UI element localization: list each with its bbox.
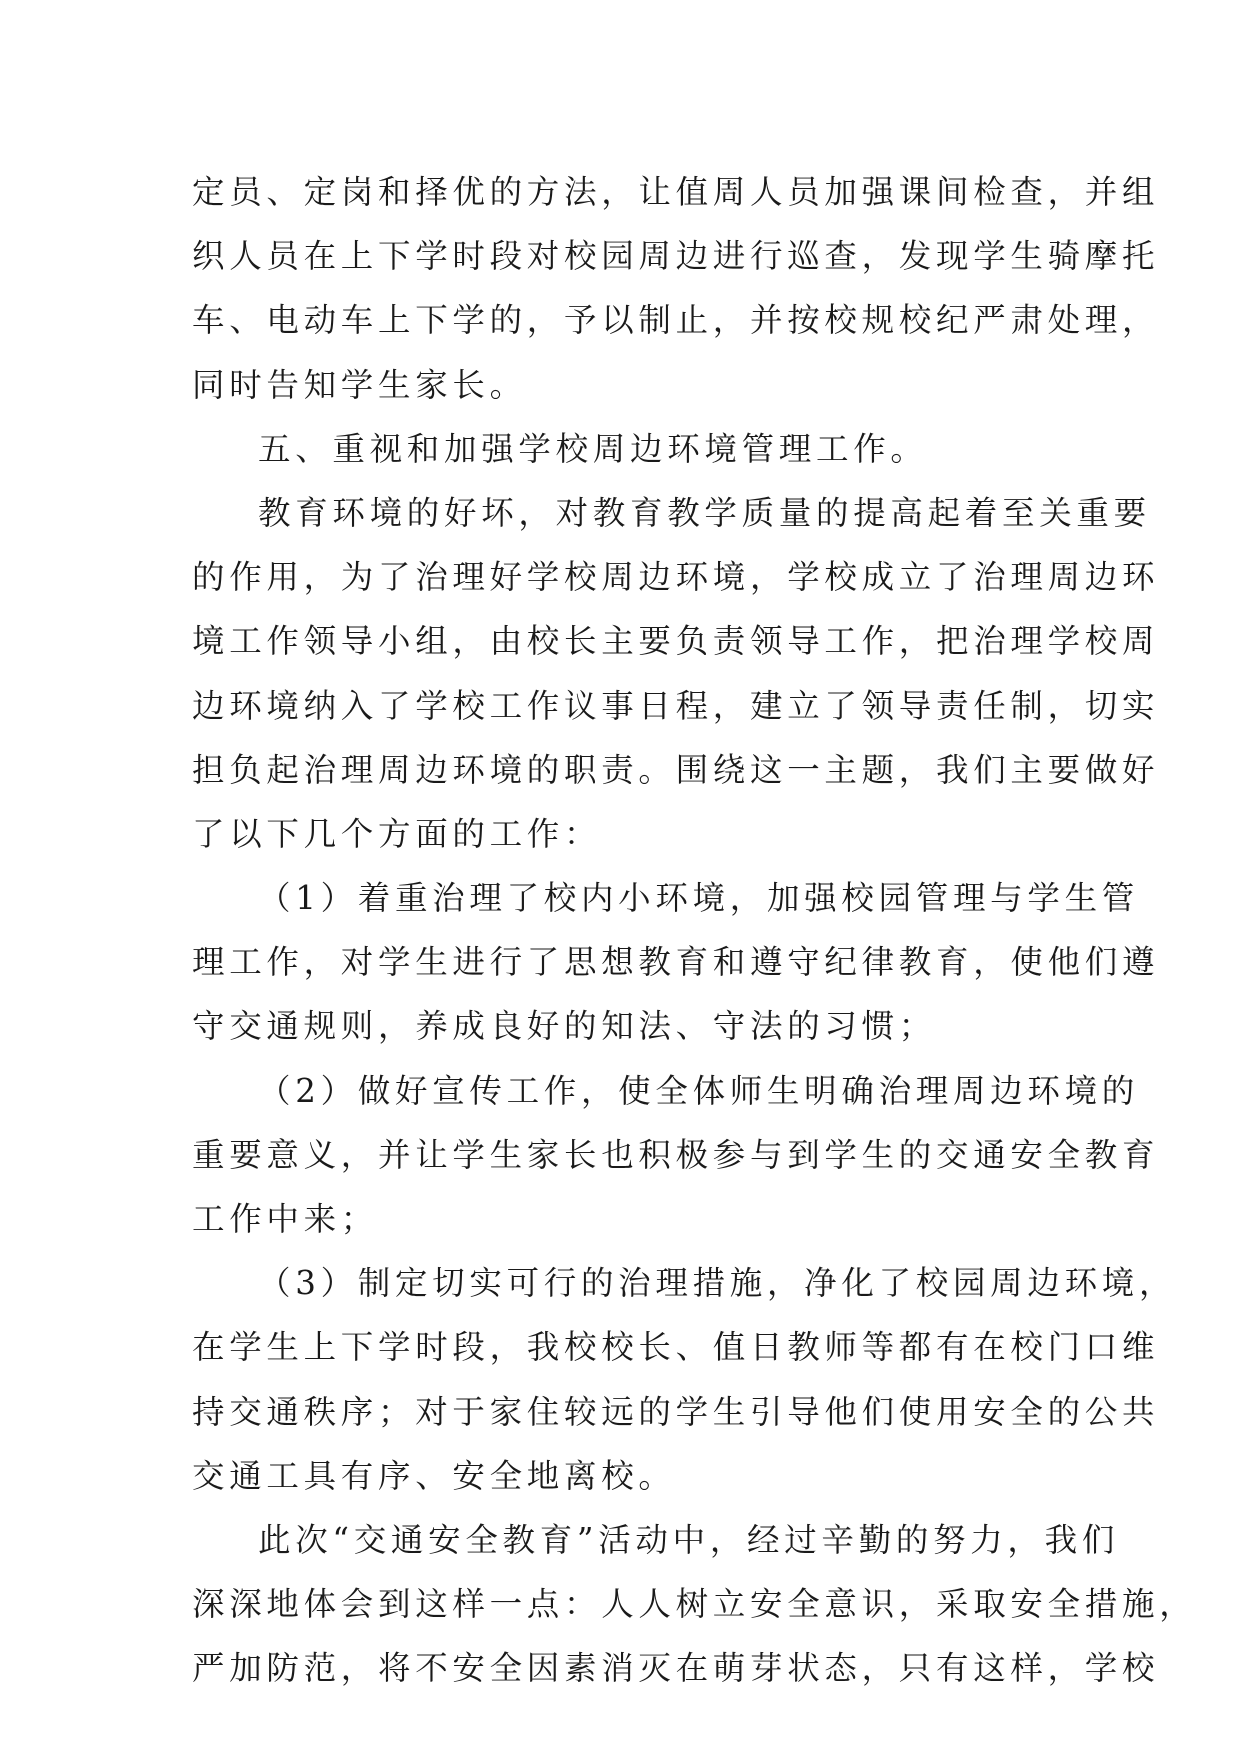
text-line: 定员、定岗和择优的方法，让值周人员加强课间检查，并组 xyxy=(192,173,1160,211)
text-line: 车、电动车上下学的，予以制止，并按校规校纪严肃处理， xyxy=(192,301,1160,340)
text-line: 工作中来； xyxy=(192,1200,379,1238)
text-line: 的作用，为了治理好学校周边环境，学校成立了治理周边环 xyxy=(192,558,1160,597)
text-line: 同时告知学生家长。 xyxy=(192,365,527,404)
text-line: 重要意义，并让学生家长也积极参与到学生的交通安全教育 xyxy=(192,1135,1160,1174)
text-line: 织人员在上下学时段对校园周边进行巡查，发现学生骑摩托 xyxy=(192,237,1160,276)
text-line: 持交通秩序；对于家住较远的学生引导他们使用安全的公共 xyxy=(192,1392,1160,1431)
list-item: （3）制定切实可行的治理措施，净化了校园周边环境， xyxy=(258,1264,1177,1303)
list-item: （2）做好宣传工作，使全体师生明确治理周边环境的 xyxy=(258,1071,1139,1110)
text-line: 边环境纳入了学校工作议事日程，建立了领导责任制，切实 xyxy=(192,686,1160,725)
text-line: 交通工具有序、安全地离校。 xyxy=(192,1456,676,1495)
list-item: （1）着重治理了校内小环境，加强校园管理与学生管 xyxy=(258,879,1139,918)
section-heading: 五、重视和加强学校周边环境管理工作。 xyxy=(258,429,928,468)
text-line: 理工作，对学生进行了思想教育和遵守纪律教育，使他们遵 xyxy=(192,943,1160,982)
text-line: 深深地体会到这样一点：人人树立安全意识，采取安全措施， xyxy=(192,1585,1197,1624)
text-line: 此次“交通安全教育”活动中，经过辛勤的努力，我们 xyxy=(258,1520,1120,1559)
text-line: 严加防范，将不安全因素消灭在萌芽状态，只有这样，学校 xyxy=(192,1649,1160,1688)
document-body xyxy=(192,160,1197,1701)
text-line: 守交通规则，养成良好的知法、守法的习惯； xyxy=(192,1007,937,1046)
text-line: 教育环境的好坏，对教育教学质量的提高起着至关重要 xyxy=(258,493,1151,532)
text-line: 担负起治理周边环境的职责。围绕这一主题，我们主要做好 xyxy=(192,750,1160,789)
text-line: 在学生上下学时段，我校校长、值日教师等都有在校门口维 xyxy=(192,1328,1160,1367)
text-line: 境工作领导小组，由校长主要负责领导工作，把治理学校周 xyxy=(192,622,1160,661)
text-line: 了以下几个方面的工作： xyxy=(192,814,602,853)
